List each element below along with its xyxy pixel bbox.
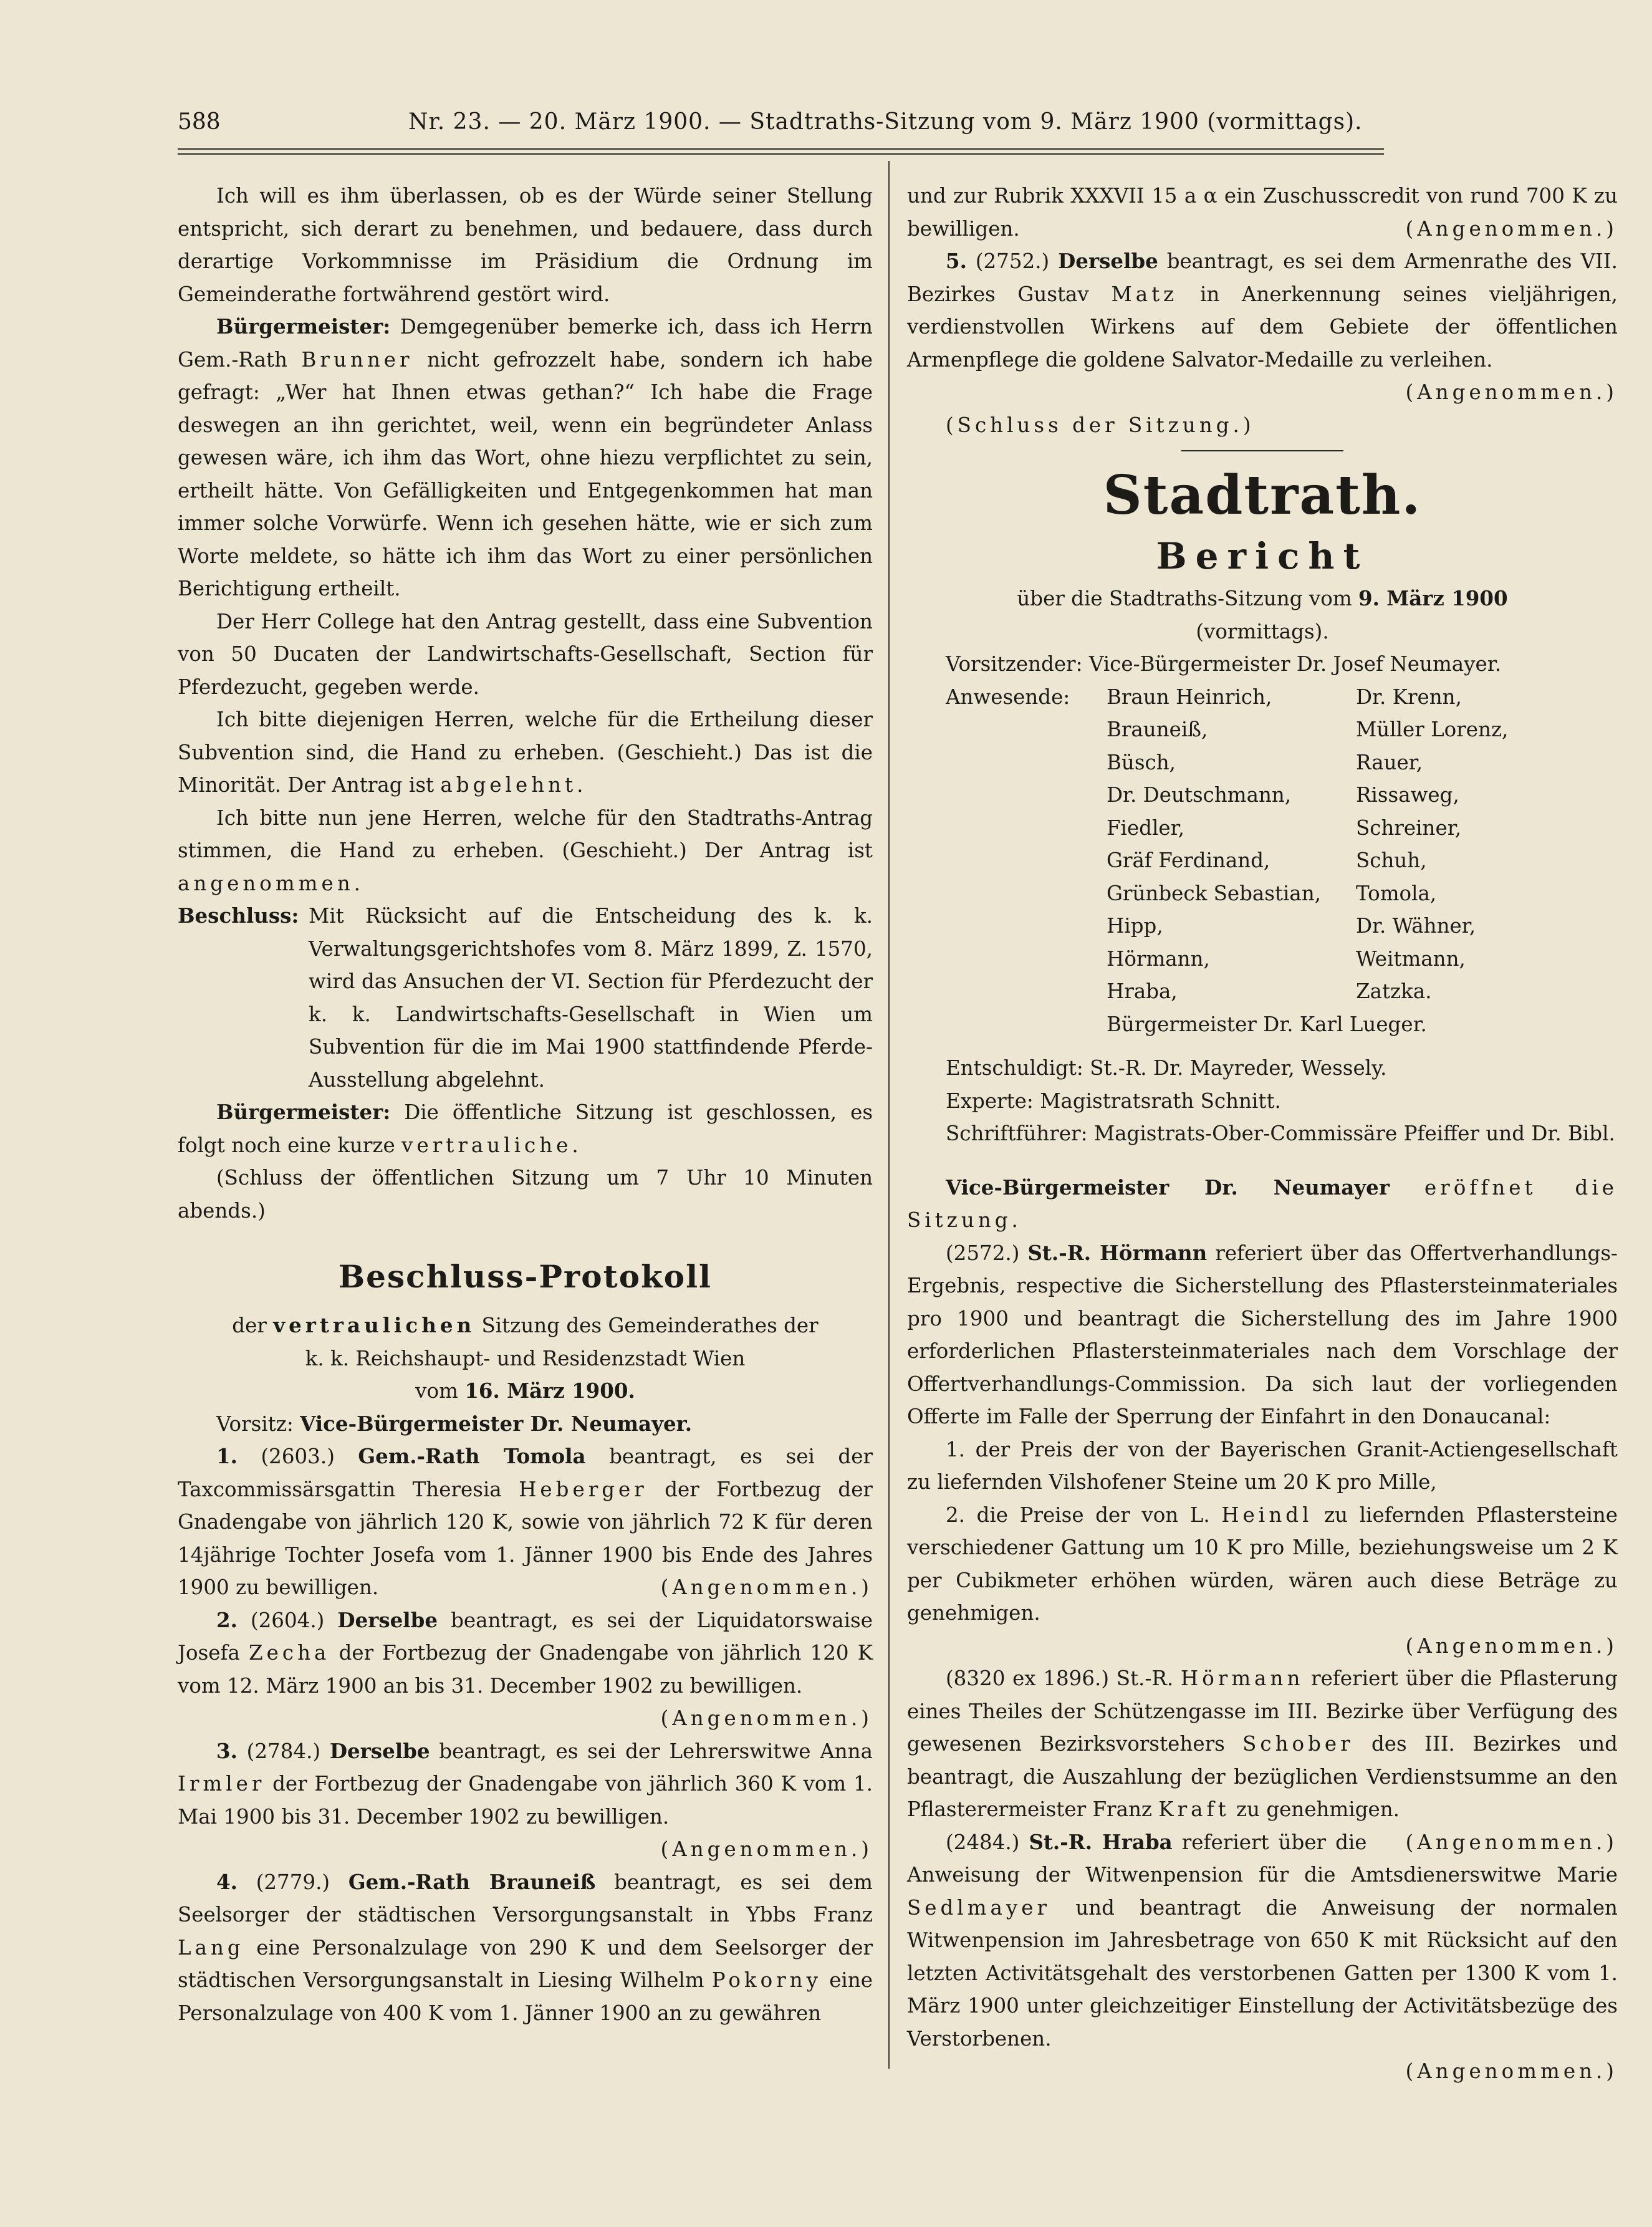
speaker: Bürgermeister: [216,314,391,339]
speaker: Derselbe [329,1738,430,1763]
report-subtitle: (vormittags). [1196,619,1329,643]
motion-item: 1. (2603.) Gem.-Rath Tomola beantragt, es sei der Taxcommissärsgattin Theresia Heberger der Fortbezug der Gnadengabe von jährlich 120 K, sowie von jährlich 72 K für deren 14jährige Tochter Josefa vom 1. Jänner 1900 bis Ende des Jahres 1900 zu bewilligen. (Angenommen.) [178,1440,873,1604]
agenda-item: (2572.) St.-R. Hörmann referiert über das Offertverhandlungs-Ergebnis, respective die Sicherstellung des Pflastersteinmateriales pro 1900 und beantragt die Sicherstellung des im Jahre 1900 erforderlichen Pflastersteinmateriales nach dem Vorschlage der Offertverhandlungs-Commission. Da sich laut der vorliegenden Offerte im Falle der Sperrung der Einfahrt in den Donaucanal: [907,1240,1618,1428]
attendees-col-2 [1356,681,1618,1008]
running-header [178,100,1387,145]
result-word: angenommen. [178,871,364,895]
attendee: Schuh, [1356,849,1427,872]
paragraph: Bürgermeister: Demgegenüber bemerke ich, dass ich Herrn Gem.-Rath Brunner nicht gefrozzelt habe, sondern ich habe gefragt: „Wer hat Ihnen etwas gethan?“ Ich habe die Frage deswegen an ihn gerichtet, weil, wenn ein begründeter Anlass gewesen wäre, ich ihm das Wort, ohne hiezu verpflichtet zu sein, ertheilt hätte. Von Gefälligkeiten und Entgegenkommen hat man immer solche Vorwürfe. Wenn ich gesehen hätte, wie er sich zum Worte meldete, so hätte ich ihm das Wort zu einer persönlichen Berichtigung ertheilt. [178,314,873,600]
report-title: Bericht [1156,535,1369,577]
vorsitz-line: Vorsitz: Vice-Bürgermeister Dr. Neumayer. [216,1411,693,1436]
page-number: 588 [178,109,221,135]
speaker: St.-R. Hörmann [1027,1240,1208,1265]
beschluss-block [178,900,873,1096]
attendee: Weitmann, [1356,946,1466,971]
protokoll-title: Beschluss-Protokoll [338,1258,713,1295]
result-text: (Angenommen.) [1405,2059,1618,2083]
attendee: Fiedler, [1107,815,1184,840]
attendee: Braun Heinrich, [1107,685,1272,709]
person-name: Brunner [301,347,413,372]
motion-item: 5. (2752.) Derselbe beantragt, es sei dem Armenrathe des VII. Bezirkes Gustav Matz in Anerkennung seines vieljährigen, verdienstvollen Wirkens auf dem Gebiete der öffentlichen Armenpflege die goldene Salvator-Medaille zu verleihen. [907,249,1618,372]
result-word: abgelehnt. [440,773,587,797]
right-column [907,180,1618,2088]
attendees-list [907,681,1618,1008]
attendee: Zatzka. [1356,979,1432,1003]
attendee: Dr. Wähner, [1356,914,1476,938]
expert-line: Experte: Magistratsrath Schnitt. [946,1089,1281,1113]
attendee: Hipp, [1107,914,1163,938]
attendee: Hörmann, [1107,946,1210,971]
speaker: St.-R. Hraba [1029,1829,1173,1854]
paragraph: (Schluss der öffentlichen Sitzung um 7 Uhr 10 Minuten abends.) [178,1166,873,1223]
header-text: Nr. 23. — 20. März 1900. — Stadtraths-Sitzung vom 9. März 1900 (vormittags). [408,109,1363,135]
speaker: Vice-Bürgermeister Dr. Neumayer [946,1175,1390,1200]
excused-line: Entschuldigt: St.-R. Dr. Mayreder, Wessely. [946,1056,1387,1080]
attendee: Gräf Ferdinand, [1107,849,1270,872]
attendee: Brauneiß, [1107,718,1208,741]
left-column [178,180,873,2029]
speaker: Bürgermeister: [216,1100,391,1124]
beschluss-label: Beschluss: [178,903,299,928]
agenda-item: (2484.) St.-R. Hraba referiert über die Anweisung der Witwenpension für die Amtsdienerswitwe Marie Sedlmayer und beantragt die Anweisung der normalen Witwenpension im Jahresbetrage von 650 K mit Rücksicht auf den letzten Activitätsgehalt des verstorbenen Gatten per 1300 K vom 1. März 1900 unter gleichzeitiger Einstellung der Activitätsbezüge des Verstorbenen. [907,1829,1618,2051]
protokoll-date: vom 16. März 1900. [415,1378,635,1403]
result-text: (Angenommen.) [660,1575,873,1599]
attendees-label: Anwesende: [946,685,1070,709]
attendee: Dr. Deutschmann, [1107,783,1292,807]
attendee: Hraba, [1107,979,1178,1003]
result-text: (Angenommen.) [1405,380,1618,404]
attendee: Tomola, [1356,881,1437,905]
speaker: Gem.-Rath Tomola [358,1444,586,1468]
attendee: Rissaweg, [1356,783,1459,807]
attendee: Rauer, [1356,750,1423,774]
attendee: Grünbeck Sebastian, [1107,881,1322,905]
attendee: Büsch, [1107,750,1176,774]
attendee-mayor: Bürgermeister Dr. Karl Lueger. [1107,1012,1427,1036]
report-subtitle: über die Stadtraths-Sitzung vom 9. März 1900 [1017,586,1508,610]
result-text: (Angenommen.) [660,1706,873,1730]
beschluss-text: Mit Rücksicht auf die Entscheidung des k. k. Verwaltungsgerichtshofes vom 8. März 1899, Z. 1570, wird das Ansuchen der VI. Section für Pferdezucht der k. k. Landwirtschafts-Gesellschaft in Wien um Subvention für die im Mai 1900 stattfindende Pferde-Ausstellung abgelehnt. [309,904,873,1092]
attendee: Müller Lorenz, [1356,718,1509,741]
result-text: (Angenommen.) [1405,216,1618,241]
paragraph: Bürgermeister: Die öffentliche Sitzung ist geschlossen, es folgt noch eine kurze vertrauliche. [178,1100,873,1157]
speaker: Gem.-Rath Brauneiß [348,1869,596,1894]
closing-note: (Schluss der Sitzung.) [946,413,1255,437]
agenda-item: (8320 ex 1896.) St.-R. Hörmann referiert über die Pflasterung eines Theiles der Schützengasse im III. Bezirke über Verfügung des gewesenen Bezirksvorstehers Schober des III. Bezirkes und beantragt, die Auszahlung der bezüglichen Verdienstsumme an den Pflasterermeister Franz Kraft zu genehmigen. (Angenommen.) [907,1662,1618,1826]
protokoll-subtitle: der vertraulichen Sitzung des Gemeinderathes der [232,1313,819,1337]
attendee: Schreiner, [1356,815,1462,840]
result-text: (Angenommen.) [660,1837,873,1861]
spacer [907,1041,1618,1052]
section-rule [1181,450,1343,451]
motion-item: 3. (2784.) Derselbe beantragt, es sei der Lehrerswitwe Anna Irmler der Fortbezug der Gnadengabe von jährlich 360 K vom 1. Mai 1900 bis 31. December 1902 zu bewilligen. [178,1738,873,1829]
attendees-col-1 [1107,681,1356,1008]
attendee: Dr. Krenn, [1356,685,1462,709]
motion-item: 4. (2779.) Gem.-Rath Brauneiß beantragt, es sei dem Seelsorger der städtischen Versorgungsanstalt in Ybbs Franz Lang eine Personalzulage von 290 K und dem Seelsorger der städtischen Versorgungsanstalt in Liesing Wilhelm Pokorny eine Personalzulage von 400 K vom 1. Jänner 1900 an zu gewähren [178,1869,873,2025]
list-item: 2. die Preise der von L. Heindl zu liefernden Pflastersteine verschiedener Gattung um 10 K pro Mille, beziehungsweise um 2 K per Cubikmeter erhöhen würden, wären auch diese Beträge zu genehmigen. [907,1503,1618,1625]
header-rule [178,148,1384,155]
paragraph: Ich bitte diejenigen Herren, welche für die Ertheilung dieser Subvention sind, die Hand zu erheben. (Geschieht.) Das ist die Minorität. Der Antrag ist abgelehnt. [178,708,873,797]
protokoll-subtitle: k. k. Reichshaupt- und Residenzstadt Wien [305,1346,746,1370]
column-divider [888,161,890,2069]
motion-item: 2. (2604.) Derselbe beantragt, es sei der Liquidatorswaise Josefa Zecha der Fortbezug der Gnadengabe von jährlich 120 K vom 12. März 1900 an bis 31. December 1902 zu bewilligen. [178,1607,873,1698]
secretary-line: Schriftführer: Magistrats-Ober-Commissäre Pfeiffer und Dr. Bibl. [946,1122,1615,1145]
speaker: Derselbe [1058,249,1158,273]
result-text: (Angenommen.) [1405,1633,1618,1658]
opening-line: Vice-Bürgermeister Dr. Neumayer eröffnet die Sitzung. [907,1175,1618,1232]
speaker: Derselbe [337,1607,438,1632]
list-item: 1. der Preis der von der Bayerischen Granit-Actiengesellschaft zu liefernden Vilshofener Steine um 20 K pro Mille, [907,1437,1618,1494]
paragraph: und zur Rubrik XXXVII 15 a α ein Zuschusscredit von rund 700 K zu bewilligen. (Angenommen.) [907,180,1618,245]
chair-line: Vorsitzender: Vice-Bürgermeister Dr. Josef Neumayer. [946,652,1502,676]
paragraph: Ich bitte nun jene Herren, welche für den Stadtraths-Antrag stimmen, die Hand zu erheben. (Geschieht.) Der Antrag ist angenommen. [178,806,873,895]
result-text: (Angenommen.) [1405,1830,1618,1854]
section-title: Stadtrath. [1103,464,1422,527]
paragraph: Ich will es ihm überlassen, ob es der Würde seiner Stellung entspricht, sich derart zu benehmen, und bedauere, dass durch derartige Vorkommnisse im Präsidium die Ordnung im Gemeinderathe fortwährend gestört wird. [178,184,873,306]
paragraph: Der Herr College hat den Antrag gestellt, dass eine Subvention von 50 Ducaten der Landwirtschafts-Gesellschaft, Section für Pferdezucht, gegeben werde. [178,609,873,699]
spacer [907,1150,1618,1171]
